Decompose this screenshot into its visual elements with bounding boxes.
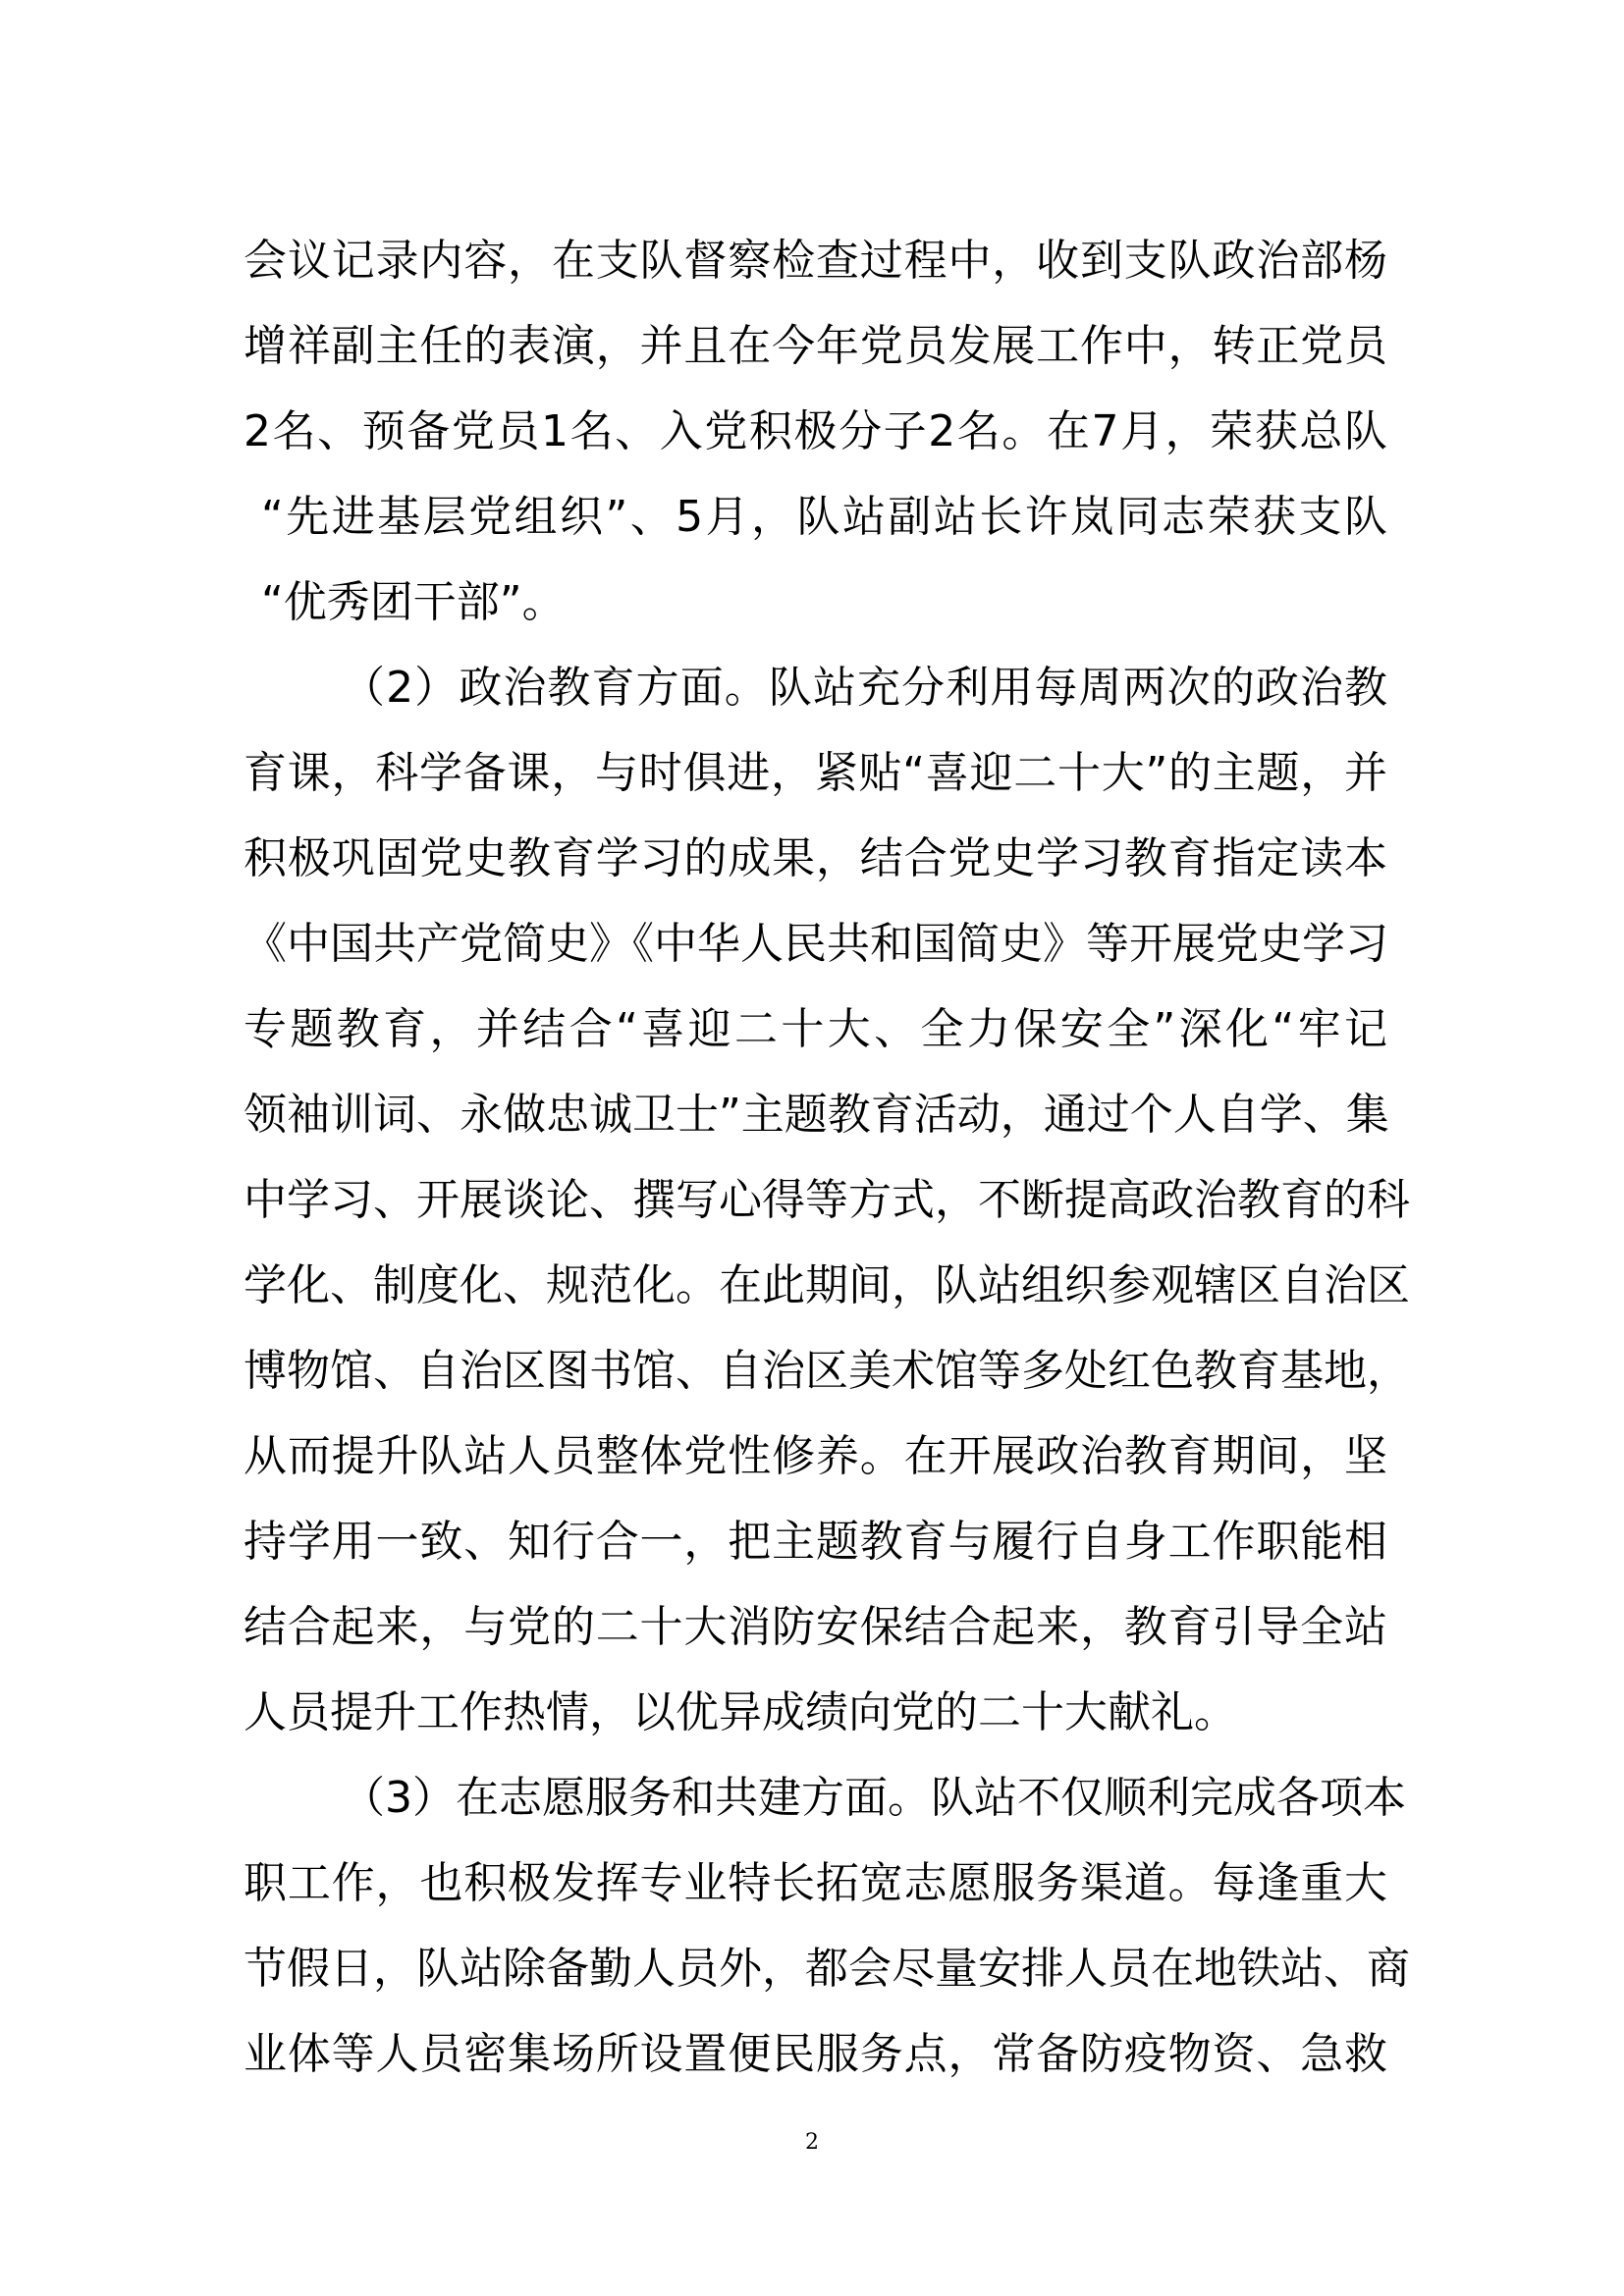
text-line: 积极巩固党史教育学习的成果，结合党史学习教育指定读本 (244, 833, 1387, 883)
text-line: 人员提升工作热情，以优异成绩向党的二十大献礼。 (244, 1687, 1237, 1737)
text-line: 博物馆、自治区图书馆、自治区美术馆等多处红色教育基地， (244, 1346, 1410, 1396)
document-body (244, 218, 1410, 2097)
text-line: 业体等人员密集场所设置便民服务点，常备防疫物资、急救 (244, 2029, 1387, 2079)
text-line: 学化、制度化、规范化。在此期间，队站组织参观辖区自治区 (244, 1260, 1410, 1310)
text-line: “先进基层党组织”、5月，队站副站长许岚同志荣获支队 (261, 492, 1387, 542)
text-line: 从而提升队站人员整体党性修养。在开展政治教育期间，坚 (244, 1431, 1387, 1481)
text-line: 专题教育，并结合“喜迎二十大、全力保安全”深化“牢记 (244, 1004, 1387, 1054)
text-line: “优秀团干部”。 (261, 577, 566, 627)
text-line: 中学习、开展谈论、撰写心得等方式，不断提高政治教育的科 (244, 1175, 1410, 1225)
text-line: 会议记录内容，在支队督察检查过程中，收到支队政治部杨 (244, 236, 1387, 286)
text-line: 育课，科学备课，与时俱进，紧贴“喜迎二十大”的主题，并 (244, 748, 1387, 798)
text-line: 节假日，队站除备勤人员外，都会尽量安排人员在地铁站、商 (244, 1944, 1410, 1994)
text-line: 领袖训词、永做忠诚卫士”主题教育活动，通过个人自学、集 (244, 1090, 1389, 1140)
paragraph-heading-line: （3）在志愿服务和共建方面。队站不仅顺利完成各项本 (342, 1773, 1406, 1823)
text-line: 《中国共产党简史》《中华人民共和国简史》等开展党史学习 (244, 919, 1388, 969)
text-line: 增祥副主任的表演，并且在今年党员发展工作中，转正党员 (244, 321, 1387, 371)
text-line: 结合起来，与党的二十大消防安保结合起来，教育引导全站 (244, 1602, 1387, 1652)
text-line: 职工作，也积极发挥专业特长拓宽志愿服务渠道。每逢重大 (244, 1858, 1387, 1908)
text-line: 2名、预备党员1名、入党积极分子2名。在7月，荣获总队 (244, 406, 1387, 456)
text-line: 持学用一致、知行合一，把主题教育与履行自身工作职能相 (244, 1517, 1387, 1567)
page-number: 2 (805, 2130, 819, 2155)
paragraph-heading-line: （2）政治教育方面。队站充分利用每周两次的政治教 (342, 663, 1387, 713)
